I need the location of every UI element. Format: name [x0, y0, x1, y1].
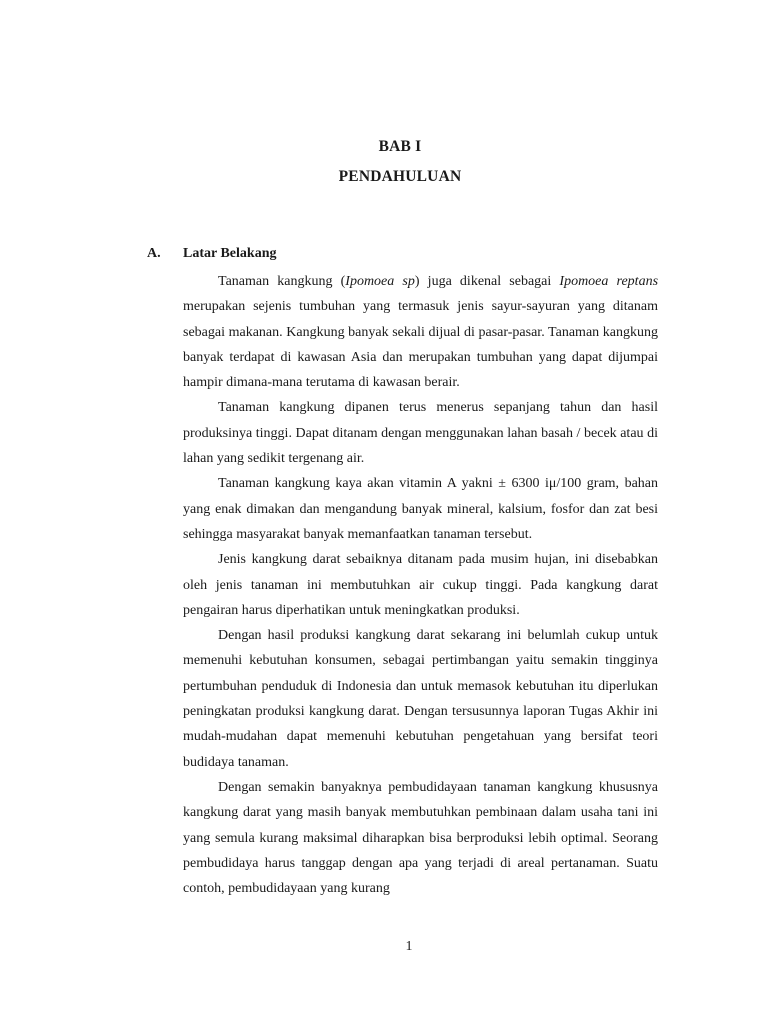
body-text [183, 269, 658, 901]
paragraph-3: Tanaman kangkung kaya akan vitamin A yakni ± 6300 iμ/100 gram, bahan yang enak dimakan dan mengandung banyak mineral, kalsium, fosfor dan zat besi sehingga masyarakat banyak memanfaatkan tanaman tersebut. [183, 476, 658, 542]
paragraph-1-text-e: merupakan sejenis tumbuhan yang termasuk jenis sayur-sayuran yang ditanam sebagai makanan. Kangkung banyak sekali dijual di pasar-pasar. Tanaman kangkung banyak terdapat di kawasan Asia dan merupakan tumbuhan yang dapat dijumpai hampir dimana-mana terutama di kawasan berair. [183, 299, 658, 391]
section-letter: A. [147, 246, 161, 261]
scientific-name-ipomoea-sp: Ipomoea sp [345, 274, 415, 289]
paragraph-6: Dengan semakin banyaknya pembudidayaan tanaman kangkung khususnya kangkung darat yang masih banyak membutuhkan pembinaan dalam usaha tani ini yang semula kurang maksimal diharapkan bisa berproduksi lebih optimal. Seorang pembudidaya harus tanggap dengan apa yang terjadi di areal pertanaman. Suatu contoh, pembudidayaan yang kurang [183, 779, 658, 897]
section-title: Latar Belakang [183, 246, 277, 261]
paragraph-4: Jenis kangkung darat sebaiknya ditanam pada musim hujan, ini disebabkan oleh jenis tanaman ini membutuhkan air cukup tinggi. Pada kangkung darat pengairan harus diperhatikan untuk meningkatkan produksi. [183, 552, 658, 618]
paragraph-1-text-a: Tanaman kangkung ( [218, 274, 346, 289]
paragraph-2: Tanaman kangkung dipanen terus menerus sepanjang tahun dan hasil produksinya tinggi. Dapat ditanam dengan menggunakan lahan basah / becek atau di lahan yang sedikit tergenang air. [183, 400, 658, 467]
section-heading [147, 246, 276, 262]
paragraph-1 [183, 269, 658, 395]
scientific-name-ipomoea-reptans: Ipomoea reptans [559, 274, 659, 289]
chapter-title: PENDAHULUAN [338, 168, 462, 185]
paragraph-5: Dengan hasil produksi kangkung darat sekarang ini belumlah cukup untuk memenuhi kebutuhan konsumen, sebagai pertimbangan yaitu semakin tingginya pertumbuhan penduduk di Indonesia dan untuk memasok kebutuhan itu diperlukan peningkatan produksi kangkung darat. Dengan tersusunnya laporan Tugas Akhir ini mudah-mudahan dapat memenuhi kebutuhan pengetahuan yang bersifat teori budidaya tanaman. [183, 628, 658, 770]
chapter-number: BAB I [378, 138, 422, 155]
page-number: 1 [405, 939, 413, 954]
paragraph-1-text-c: ) juga dikenal sebagai [414, 274, 560, 289]
